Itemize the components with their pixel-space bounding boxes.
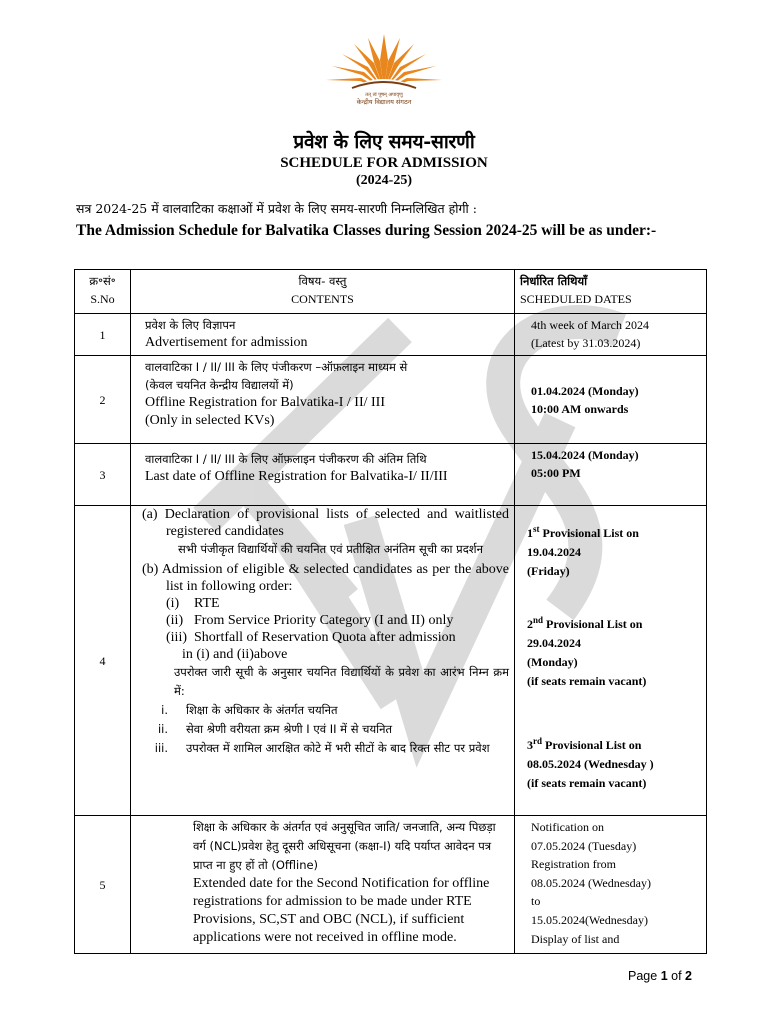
row4-a [136, 506, 509, 540]
row4-list1-num: 1 [527, 526, 533, 540]
footer-of-word: of [671, 969, 682, 983]
row4-list1-day: (Friday) [527, 564, 570, 578]
intro-hindi: सत्र 2024-25 में वालवाटिका कक्षाओं में प्रवेश के लिए समय-सारणी निम्नलिखित होगी : [76, 201, 477, 216]
row4-list2-num: 2 [527, 617, 533, 631]
row4-a-hindi: सभी पंजीकृत विद्यार्थियों की चयनित एवं प्रतीक्षित अनंतिम सूची का प्रदर्शन [178, 542, 483, 556]
row3-sno: 3 [75, 444, 131, 506]
row4-b-item-3-num: (iii) [166, 630, 187, 645]
kvs-logo [318, 30, 450, 114]
row4-a-label: (a) [142, 507, 158, 522]
row4-dates [515, 506, 707, 816]
row5-date-4: to [531, 894, 541, 909]
row5-sno: 5 [75, 816, 131, 954]
row1-dates [515, 314, 707, 356]
row4-b-item-1-num: (i) [166, 596, 180, 611]
header-contents-hindi: विषय- वस्तु [298, 274, 347, 288]
header-contents-english: CONTENTS [291, 292, 354, 306]
row1-hindi: प्रवेश के लिए विज्ञापन [145, 318, 236, 332]
row4-hindi-item-2-text: सेवा श्रेणी वरीयता क्रम श्रेणी I एवं II में से चयनित [186, 722, 393, 736]
table-row [75, 444, 707, 506]
header-sno-hindi: क्र॰सं॰ [89, 274, 116, 288]
row4-list1-date: 19.04.2024 [527, 545, 581, 559]
row4-list1-title: Provisional List on [539, 526, 639, 540]
row2-dates [515, 356, 707, 444]
row1-sno: 1 [75, 314, 131, 356]
row2-hindi2: (केवल चयनित केन्द्रीय विद्यालयों में) [145, 378, 294, 392]
row5-contents [131, 816, 515, 954]
row4-list2-date: 29.04.2024 [527, 636, 581, 650]
row4-b [136, 561, 509, 595]
row4-hindi-item-1-text: शिक्षा के अधिकार के अंतर्गत चयनित [186, 703, 338, 717]
row2-hindi1: वालवाटिका I / II/ III के लिए पंजीकरण –ऑफ़लाइन माध्यम से [145, 360, 408, 374]
row4-list3-sup: rd [533, 736, 542, 746]
row4-hindi-item-1-num: i. [161, 703, 168, 717]
row1-date-line2: (Latest by 31.03.2024) [531, 336, 641, 350]
footer-page-num: 1 [660, 969, 668, 983]
row4-list2-note: (if seats remain vacant) [527, 674, 647, 688]
row5-hindi: शिक्षा के अधिकार के अंतर्गत एवं अनुसूचित जाति/ जनजाति, अन्य पिछड़ा वर्ग (NCL)प्रवेश हेतु दूसरी अधिसूचना (कक्षा-I) यदि पर्याप्त आवेदन पत्र प्राप्त ना हुए हों तो (Offline) [193, 820, 496, 872]
sun-emblem-icon [318, 30, 450, 92]
row4-hindi-item-2-num: ii. [157, 722, 168, 736]
row3-dates [515, 444, 707, 506]
table-row [75, 314, 707, 356]
row5-date-3: 08.05.2024 (Wednesday) [531, 875, 652, 890]
footer-page-word: Page [628, 969, 658, 983]
row4-a-text: Declaration of provisional lists of selected and waitlisted registered candidates [164, 507, 510, 539]
row2-sno: 2 [75, 356, 131, 444]
header-sno-english: S.No [90, 292, 115, 306]
intro-english: The Admission Schedule for Balvatika Classes during Session 2024-25 will be as under:- [76, 222, 657, 239]
row5-date-1: 07.05.2024 (Tuesday) [531, 838, 637, 853]
row4-list2-title: Provisional List on [543, 617, 643, 631]
footer-page-total: 2 [685, 969, 692, 983]
table-row [75, 356, 707, 444]
row2-english1: Offline Registration for Balvatika-I / II/ III [145, 395, 385, 410]
header-contents [131, 270, 515, 314]
header-dates-hindi: निर्धारित तिथियाँ [520, 274, 588, 288]
row5-english: Extended date for the Second Notification for offline registrations for admission to be made under RTE Provisions, SC,ST and OBC (NCL), if sufficient applications were not received in offline mode. [193, 876, 490, 945]
row4-list2-heading [527, 611, 701, 634]
row4-list3-num: 3 [527, 738, 533, 752]
header-sno [75, 270, 131, 314]
row2-date-line2: 10:00 AM onwards [531, 401, 629, 416]
row4-sno: 4 [75, 506, 131, 816]
row4-b-item-2-text: From Service Priority Category (I and II) only [194, 613, 454, 628]
page-footer [628, 969, 692, 983]
row4-b-item-2-num: (ii) [166, 613, 184, 628]
row1-english: Advertisement for admission [145, 335, 308, 350]
title-english: SCHEDULE FOR ADMISSION [280, 155, 488, 171]
title-block [0, 130, 768, 189]
row4-contents [131, 506, 515, 816]
row2-english2: (Only in selected KVs) [145, 413, 275, 428]
row1-date-line1: 4th week of March 2024 [531, 318, 649, 332]
row4-hindi-item-1 [136, 701, 509, 720]
row5-dates [515, 816, 707, 954]
header-dates [515, 270, 707, 314]
row3-date-line2: 05:00 PM [531, 466, 581, 480]
row4-list3-date: 08.05.2024 (Wednesday ) [527, 757, 654, 771]
row4-hindi-item-3-text: उपरोक्त में शामिल आरक्षित कोटे में भरी सीटों के बाद रिक्त सीट पर प्रवेश [186, 741, 490, 755]
table-row [75, 506, 707, 816]
row1-contents [131, 314, 515, 356]
row4-hindi-item-2 [136, 720, 509, 739]
row3-hindi: वालवाटिका I / II/ III के लिए ऑफ़लाइन पंजीकरण की अंतिम तिथि [145, 452, 427, 466]
row4-list3-title: Provisional List on [542, 738, 642, 752]
logo-motto: तत् त्वं पूषन् अपावृणु [365, 92, 403, 98]
row4-b-item-3-text: Shortfall of Reservation Quota after admission [194, 630, 456, 645]
table-row [75, 816, 707, 954]
row4-b-item-1-text: RTE [194, 596, 220, 611]
row3-english: Last date of Offline Registration for Balvatika-I/ II/III [145, 469, 448, 484]
row4-b-item-1 [136, 595, 509, 612]
row4-b-item-3-cont: in (i) and (ii)above [182, 647, 288, 662]
logo-name: केन्द्रीय विद्यालय संगठन [356, 97, 412, 106]
row4-list1-heading [527, 520, 701, 543]
title-hindi: प्रवेश के लिए समय-सारणी [293, 131, 475, 153]
row5-date-0: Notification on [531, 820, 604, 834]
row5-date-5: 15.05.2024(Wednesday) [531, 912, 649, 927]
table-header-row [75, 270, 707, 314]
header-dates-english: SCHEDULED DATES [520, 292, 632, 306]
row4-list1-sup: st [533, 524, 540, 534]
row5-date-6: Display of list and [531, 931, 620, 946]
row4-hindi-item-3 [136, 739, 509, 758]
row2-date-line1: 01.04.2024 (Monday) [531, 383, 639, 398]
row4-hindi-item-3-num: iii. [154, 741, 168, 755]
schedule-table [74, 269, 707, 954]
row4-list3-heading [527, 732, 701, 755]
row4-list2-day: (Monday) [527, 655, 578, 669]
row4-hindi-intro: उपरोक्त जारी सूची के अनुसार चयनित विद्यार्थियों के प्रवेश का आरंभ निम्न क्रम में: [174, 665, 509, 698]
row4-b-text: Admission of eligible & selected candidates as per the above list in following order: [161, 562, 510, 594]
title-year: (2024-25) [356, 173, 412, 188]
row4-list2-sup: nd [533, 615, 544, 625]
row3-contents [131, 444, 515, 506]
row4-b-item-3 [136, 629, 509, 646]
row3-date-line1: 15.04.2024 (Monday) [531, 448, 639, 462]
row5-date-2: Registration from [531, 857, 616, 872]
row2-contents [131, 356, 515, 444]
row4-b-label: (b) [142, 562, 159, 577]
row4-b-item-2 [136, 612, 509, 629]
row4-list3-note: (if seats remain vacant) [527, 776, 647, 790]
